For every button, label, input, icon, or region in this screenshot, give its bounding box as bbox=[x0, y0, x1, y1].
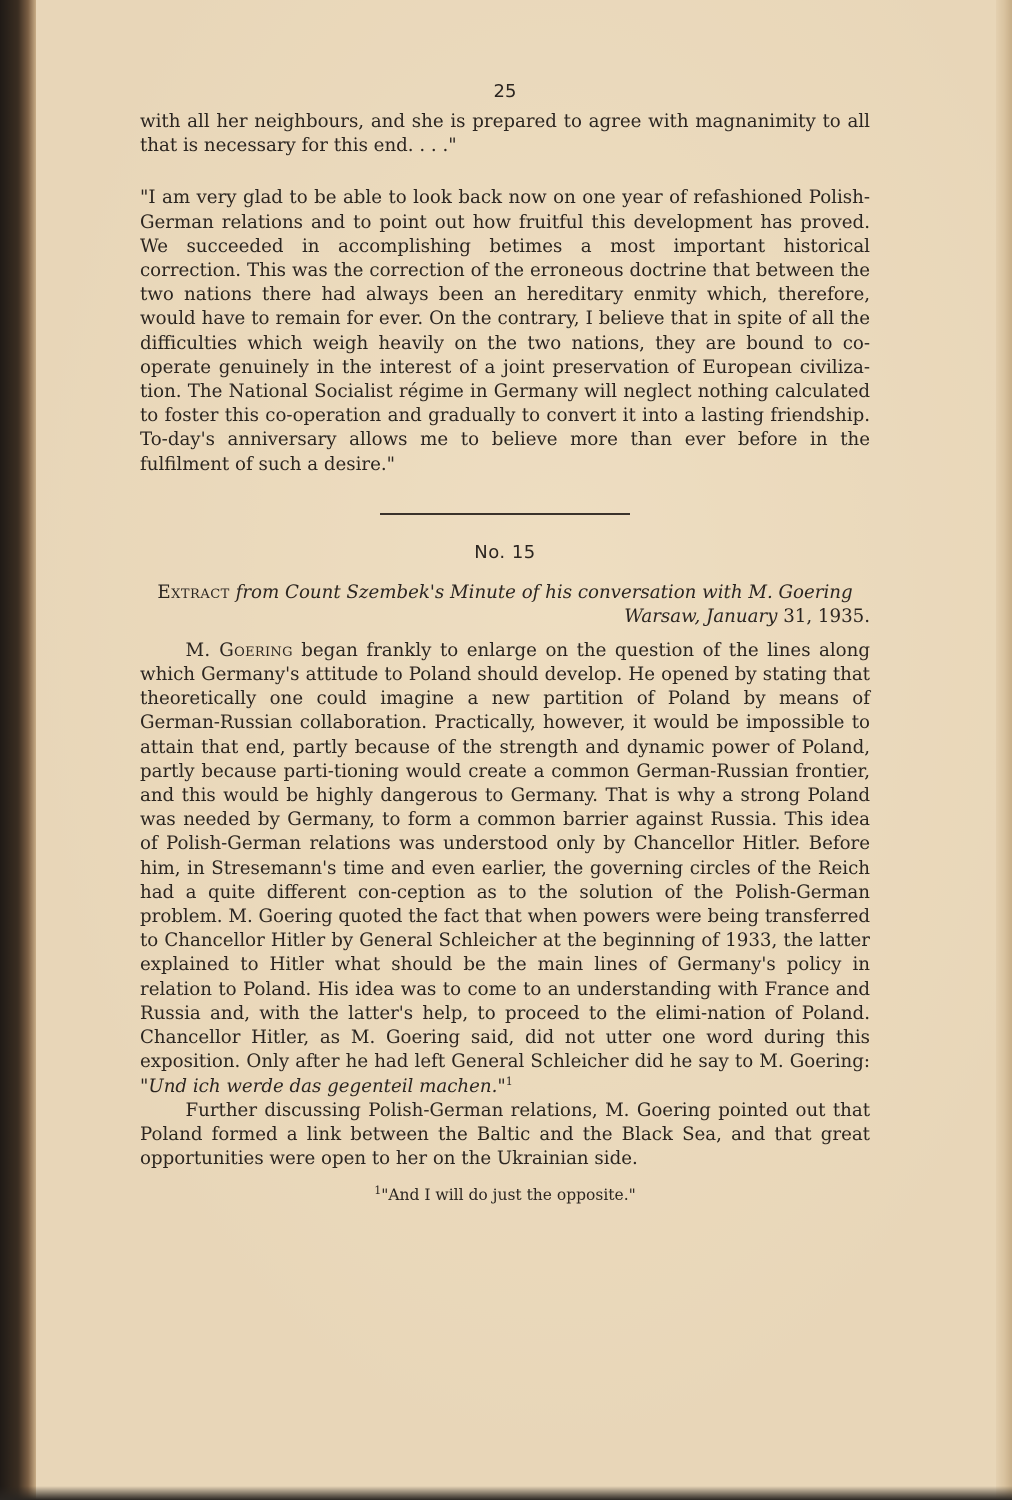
body-paragraph-1 bbox=[140, 639, 870, 1099]
section-divider bbox=[380, 513, 630, 515]
document-title-text: from Count Szembek's Minute of his conversation with M. Goering bbox=[235, 581, 853, 603]
footnote-text: "And I will do just the opposite." bbox=[381, 1186, 636, 1205]
footnote-marker: 1 bbox=[374, 1184, 382, 1198]
german-quote: "Und ich werde das gegenteil machen." bbox=[140, 1075, 506, 1097]
continuation-paragraph: with all her neighbours, and she is prepared to agree with magnanimity to all that is necessary for this end. . . ." bbox=[140, 111, 870, 157]
document-number: No. 15 bbox=[474, 541, 536, 563]
dateline-date: 31, 1935. bbox=[783, 605, 870, 627]
dateline-place: Warsaw, January bbox=[624, 605, 778, 627]
document-title bbox=[140, 581, 870, 605]
body-paragraph-1-text: began frankly to enlarge on the question of the lines along which Germany's attitude to Poland should develop. He opened by stating that theoretically one could imagine a new partition of Poland by means of German-Russian collaboration. Practically, however, it would be impossible to attain that end, partly because of the strength and dynamic power of Poland, partly because parti-tioning would create a common German-Russian frontier, and this would be highly dangerous to Germany. That is why a strong Poland was needed by Germany, to form a common barrier against Russia. This idea of Polish-German relations was understood only by Chancellor Hitler. Before him, in Stresemann's time and even earlier, the governing circles of the Reich had a quite different con-ception as to the solution of the Polish-German problem. M. Goering quoted the fact that when powers were being transferred to Chancellor Hitler by General Schleicher at the beginning of 1933, the latter explained to Hitler what should be the main lines of Germany's policy in relation to Poland. His idea was to come to an understanding with France and Russia and, with the latter's help, to proceed to the elimi-nation of Poland. Chancellor Hitler, as M. Goering said, did not utter one word during this exposition. Only after he had left General Schleicher did he say to M. Goering: bbox=[140, 639, 870, 1073]
page-content bbox=[140, 80, 870, 1205]
quoted-speech-paragraph: "I am very glad to be able to look back now on one year of refashioned Polish-German relations and to point out how fruitful this development has proved. We succeeded in accomplishing betimes a most important historical correction. This was the correction of the erroneous doctrine that between the two nations there had always been an hereditary enmity which, therefore, would have to remain for ever. On the contrary, I believe that in spite of all the difficulties which weigh heavily on the two nations, they are bound to co-operate genuinely in the interest of a joint preservation of European civiliza-tion. The National Socialist régime in Germany will neglect nothing calculated to foster this co-operation and gradually to convert it into a lasting friendship. To-day's anniversary allows me to believe more than ever before in the fulfilment of such a desire." bbox=[140, 187, 870, 475]
document-title-lead: Extract bbox=[157, 581, 230, 603]
document-dateline bbox=[140, 605, 870, 629]
footnote-reference: 1 bbox=[505, 1074, 513, 1088]
book-binding bbox=[0, 0, 36, 1500]
speaker-name: M. Goering bbox=[185, 639, 293, 661]
bottom-shadow bbox=[0, 1486, 1012, 1500]
body-paragraph-2: Further discussing Polish-German relations, M. Goering pointed out that Poland formed a link between the Baltic and the Black Sea, and that great opportunities were open to her on the Ukrainian side. bbox=[140, 1099, 870, 1170]
page-edge bbox=[996, 0, 1012, 1500]
footnote bbox=[140, 1185, 870, 1205]
page-number: 25 bbox=[493, 81, 517, 102]
